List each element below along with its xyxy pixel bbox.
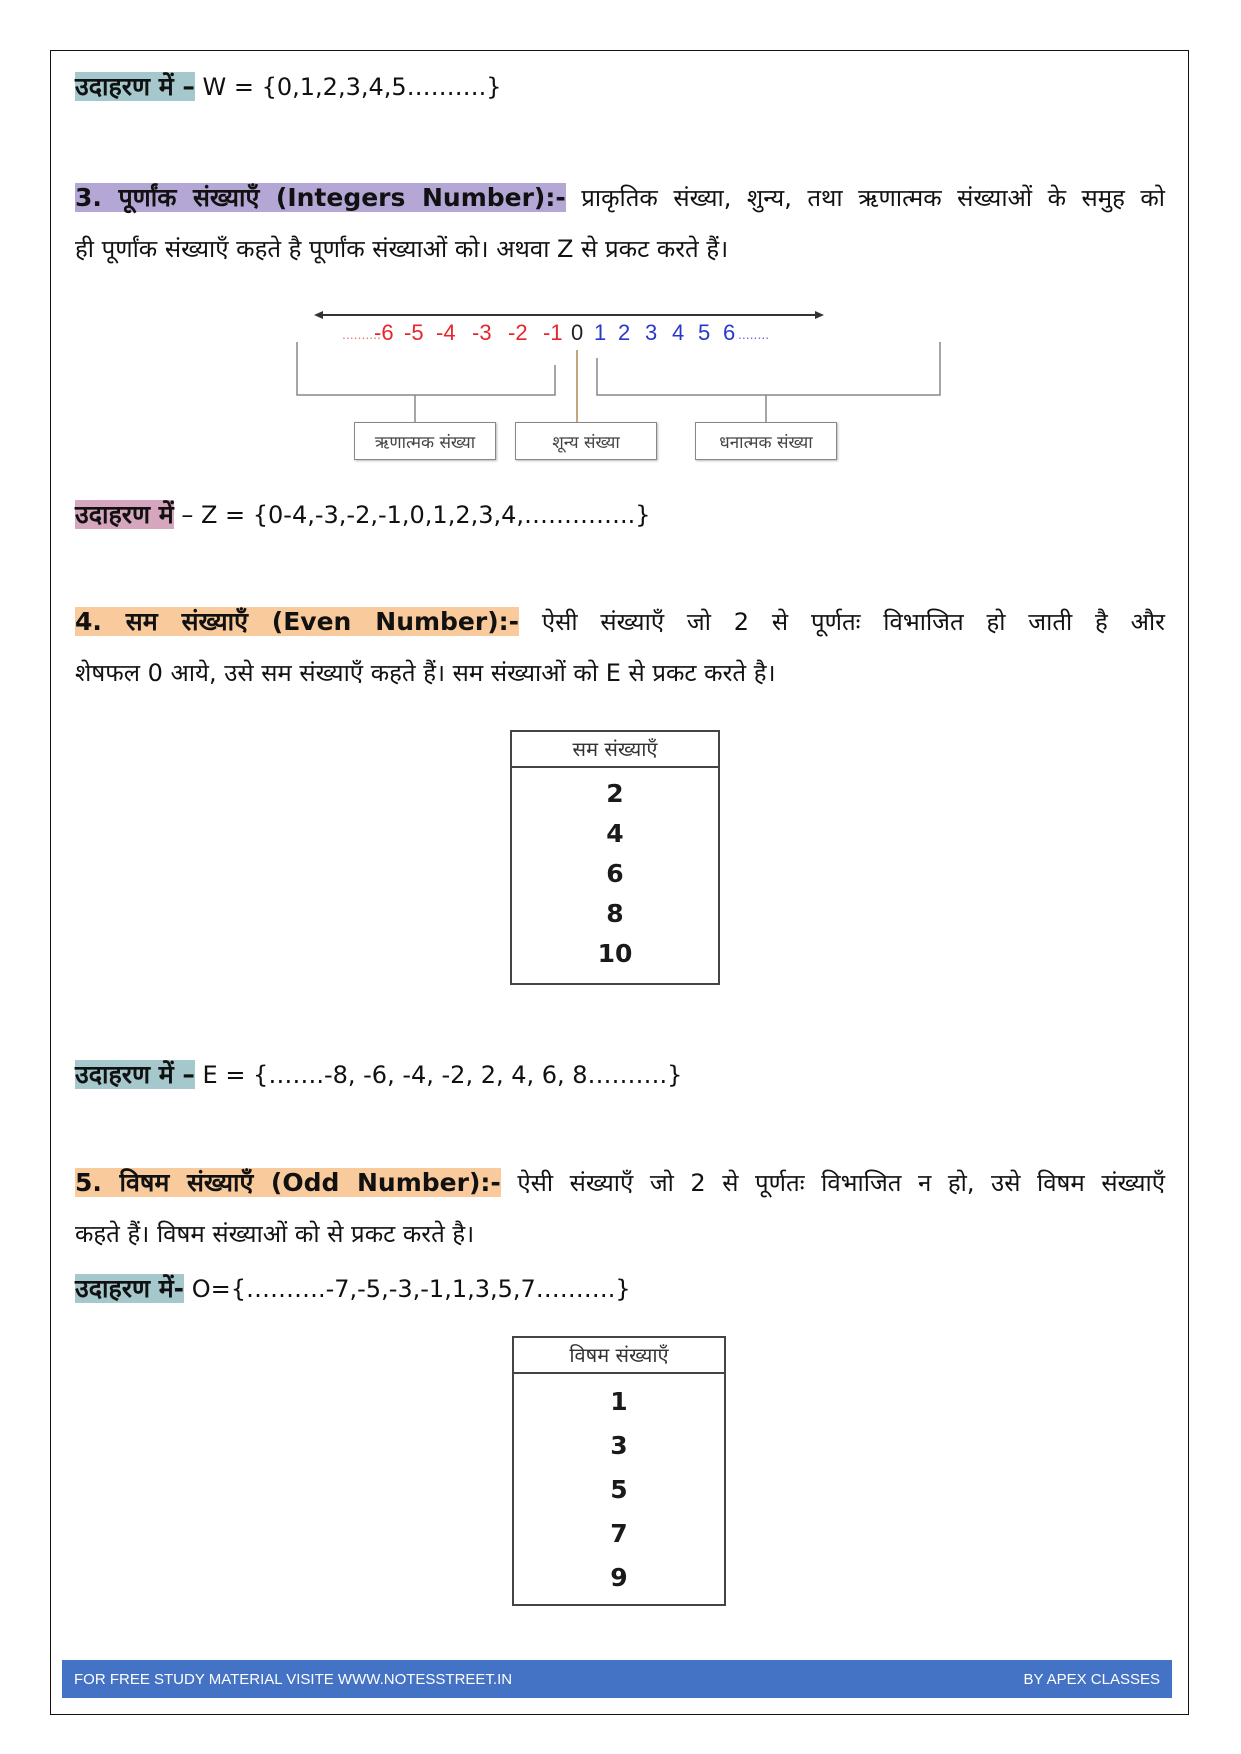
table-cell: 5 <box>610 1475 628 1504</box>
example-whole-numbers <box>75 70 1165 104</box>
example-label: उदाहरण में- <box>75 1274 185 1303</box>
number-pos-6: 6 <box>723 320 736 345</box>
table-cell: 1 <box>610 1387 628 1416</box>
table-cell: 2 <box>606 779 624 808</box>
number-line-diagram <box>290 300 950 475</box>
example-label: उदाहरण में <box>75 500 174 529</box>
trailing-dots: ........ <box>738 326 770 342</box>
example-odd <box>75 1272 1165 1306</box>
footer-bar <box>62 1660 1172 1698</box>
table-cell: 9 <box>610 1563 628 1592</box>
number-neg-4: -4 <box>436 320 456 345</box>
section-heading-odd: 5. विषम संख्याएँ (Odd Number):- <box>75 1168 501 1197</box>
arrow-left-icon <box>314 311 323 319</box>
odd-numbers-table <box>512 1336 726 1606</box>
example-even <box>75 1058 1165 1092</box>
example-label: उदाहरण में – <box>75 1060 195 1089</box>
table-cell: 10 <box>597 939 633 968</box>
example-label: उदाहरण में – <box>75 72 195 101</box>
number-neg-2: -2 <box>508 320 528 345</box>
section-even-line2 <box>75 656 1165 690</box>
section-text: ऐसी संख्याएँ जो 2 से पूर्णतः विभाजित हो जाती है और <box>519 608 1165 636</box>
table-cell: 6 <box>606 859 624 888</box>
number-pos-4: 4 <box>672 320 685 345</box>
number-pos-5: 5 <box>698 320 711 345</box>
number-zero: 0 <box>571 320 584 345</box>
section-even-line1 <box>75 605 1165 639</box>
section-text: ही पूर्णांक संख्याएँ कहते है पूर्णांक संख्याओं को। अथवा Z से प्रकट करते हैं। <box>75 235 729 263</box>
number-neg-3: -3 <box>472 320 492 345</box>
label-zero-number: शून्य संख्या <box>515 422 657 460</box>
leading-dots: .......... <box>342 326 381 342</box>
example-value: W = {0,1,2,3,4,5……….} <box>194 73 502 101</box>
number-neg-1: -1 <box>543 320 563 345</box>
section-text: शेषफल 0 आये, उसे सम संख्याएँ कहते हैं। सम संख्याओं को E से प्रकट करते है। <box>75 659 776 687</box>
table-cell: 7 <box>610 1519 628 1548</box>
section-text: ऐसी संख्याएँ जो 2 से पूर्णतः विभाजित न हो, उसे विषम संख्याएँ <box>500 1169 1165 1197</box>
example-value: O={……….-7,-5,-3,-1,1,3,5,7……….} <box>184 1275 631 1303</box>
example-integers <box>75 498 1165 532</box>
example-value: – Z = {0-4,-3,-2,-1,0,1,2,3,4,…………..} <box>173 501 651 529</box>
number-pos-3: 3 <box>645 320 658 345</box>
number-neg-5: -5 <box>404 320 424 345</box>
number-line-values <box>290 320 950 354</box>
section-heading-even: 4. सम संख्याएँ (Even Number):- <box>75 607 520 636</box>
table-header: विषम संख्याएँ <box>514 1338 724 1374</box>
table-header: सम संख्याएँ <box>512 732 718 768</box>
section-integers-line2 <box>75 232 1165 266</box>
table-cell: 3 <box>610 1431 628 1460</box>
section-text: कहते हैं। विषम संख्याओं को से प्रकट करते है। <box>75 1220 475 1248</box>
table-cell: 4 <box>606 819 624 848</box>
number-neg-6: -6 <box>374 320 394 345</box>
number-pos-1: 1 <box>594 320 607 345</box>
even-numbers-table <box>510 730 720 985</box>
number-pos-2: 2 <box>618 320 631 345</box>
section-odd-line1 <box>75 1166 1165 1200</box>
label-negative-number: ऋणात्मक संख्या <box>354 422 496 460</box>
example-value: E = {…….-8, -6, -4, -2, 2, 4, 6, 8……….} <box>194 1061 683 1089</box>
arrow-right-icon <box>815 311 824 319</box>
footer-website-link[interactable]: FOR FREE STUDY MATERIAL VISITE WWW.NOTESSTREET.IN <box>74 1670 513 1688</box>
table-cell: 8 <box>606 899 624 928</box>
section-odd-line2 <box>75 1217 1165 1251</box>
section-integers-line1 <box>75 181 1165 215</box>
section-heading-integers: 3. पूर्णांक संख्याएँ (Integers Number):- <box>75 183 566 212</box>
label-positive-number: धनात्मक संख्या <box>695 422 837 460</box>
section-text: प्राकृतिक संख्या, शुन्य, तथा ऋणात्मक संख्याओं के समुह को <box>565 184 1165 212</box>
footer-credit: BY APEX CLASSES <box>1023 1670 1160 1688</box>
